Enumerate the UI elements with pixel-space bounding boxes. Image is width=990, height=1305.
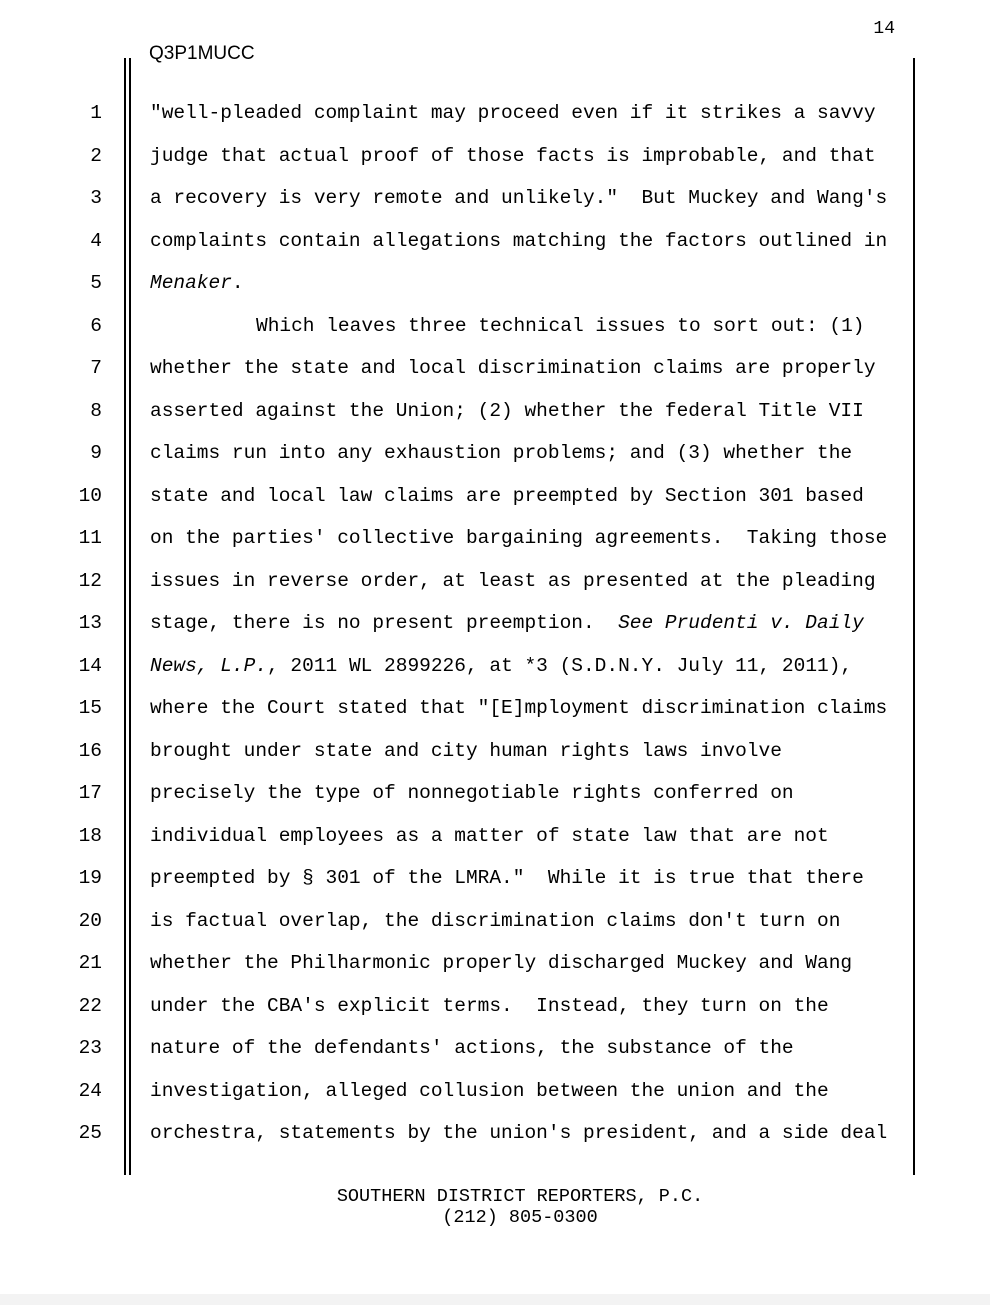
line-text: [150, 1112, 887, 1155]
line-text: [150, 645, 852, 688]
line-text: [150, 1027, 794, 1070]
line-number: 22: [78, 994, 102, 1017]
text-segment: , 2011 WL 2899226, at *3 (S.D.N.Y. July 11, 2011),: [267, 654, 853, 677]
line-text: [150, 857, 864, 900]
line-number: 17: [78, 782, 102, 804]
line-text: [150, 687, 887, 730]
line-text: [150, 262, 244, 305]
transcript-line: [0, 560, 990, 603]
line-text: [150, 92, 876, 135]
line-number: 10: [78, 484, 102, 507]
line-number: 15: [78, 697, 102, 719]
line-number: 5: [90, 272, 102, 294]
transcript-line: [0, 347, 990, 390]
transcript-line: [0, 985, 990, 1028]
line-number: 6: [90, 314, 102, 337]
line-text: [150, 942, 852, 985]
case-id: Q3P1MUCC: [149, 43, 255, 64]
line-number: 7: [90, 357, 102, 379]
line-text: [150, 347, 876, 390]
transcript-line: [0, 645, 990, 688]
line-number: 25: [78, 1122, 102, 1144]
line-number: 9: [90, 442, 102, 464]
line-text: [150, 177, 887, 220]
line-number: 18: [78, 824, 102, 847]
text-segment: nature of the defendants' actions, the substance of the: [150, 1037, 794, 1059]
line-text: [150, 772, 794, 815]
transcript-line: [0, 262, 990, 305]
line-number: 4: [90, 229, 102, 252]
page-number: 14: [873, 19, 895, 39]
line-text: [150, 730, 782, 773]
text-segment: .: [231, 272, 244, 294]
line-number: 2: [90, 144, 102, 167]
text-segment: state and local law claims are preempted by Section 301 based: [150, 484, 864, 507]
text-segment: whether the state and local discrimination claims are properly: [150, 357, 876, 379]
text-segment: stage, there is no present preemption.: [150, 612, 619, 634]
transcript-line: [0, 177, 990, 220]
text-segment: whether the Philharmonic properly discharged Muckey and Wang: [150, 952, 853, 974]
line-text: [150, 900, 840, 943]
text-segment: precisely the type of nonnegotiable rights conferred on: [150, 782, 794, 804]
text-segment: asserted against the Union; (2) whether the federal Title VII: [150, 399, 864, 422]
transcript-line: [0, 305, 990, 348]
transcript-line: [0, 815, 990, 858]
line-number: 8: [90, 399, 102, 422]
text-segment: Which leaves three technical issues to sort out: (1): [256, 314, 865, 337]
text-segment: claims run into any exhaustion problems; and (3) whether the: [150, 442, 853, 464]
line-number: 19: [78, 867, 102, 889]
line-text: [150, 390, 864, 433]
line-number: 13: [78, 612, 102, 634]
citation-text: News, L.P.: [150, 654, 268, 677]
line-text: [150, 1070, 829, 1113]
line-text: [150, 517, 887, 560]
text-segment: a recovery is very remote and unlikely." But Muckey and Wang's: [150, 187, 888, 209]
text-segment: orchestra, statements by the union's president, and a side deal: [150, 1122, 888, 1144]
text-segment: on the parties' collective bargaining agreements. Taking those: [150, 527, 888, 549]
line-text: [150, 432, 852, 475]
line-number: 21: [78, 952, 102, 974]
transcript-line: [0, 900, 990, 943]
line-text: [150, 560, 876, 603]
line-number: 12: [78, 569, 102, 592]
transcript-line: [0, 135, 990, 178]
text-segment: judge that actual proof of those facts is improbable, and that: [150, 144, 876, 167]
line-text: [150, 305, 865, 348]
citation-text: Menaker: [150, 272, 232, 294]
transcript-body: [0, 92, 990, 1155]
text-segment: preempted by § 301 of the LMRA." While it is true that there: [150, 867, 864, 889]
line-text: [150, 815, 829, 858]
reporter-phone: (212) 805-0300: [442, 1207, 598, 1228]
line-number: 3: [90, 187, 102, 209]
line-number: 11: [78, 527, 102, 549]
text-segment: issues in reverse order, at least as presented at the pleading: [150, 569, 876, 592]
text-segment: is factual overlap, the discrimination claims don't turn on: [150, 909, 841, 932]
text-segment: investigation, alleged collusion between the union and the: [150, 1079, 829, 1102]
transcript-line: [0, 942, 990, 985]
line-number: 16: [78, 739, 102, 762]
line-text: [150, 135, 876, 178]
transcript-line: [0, 92, 990, 135]
line-number: 1: [90, 102, 102, 124]
line-text: [150, 985, 829, 1028]
transcript-line: [0, 1027, 990, 1070]
transcript-line: [0, 687, 990, 730]
transcript-line: [0, 602, 990, 645]
transcript-line: [0, 517, 990, 560]
line-number: 14: [78, 654, 102, 677]
transcript-line: [0, 475, 990, 518]
text-segment: brought under state and city human rights laws involve: [150, 739, 782, 762]
transcript-line: [0, 772, 990, 815]
line-text: [150, 220, 887, 263]
text-segment: individual employees as a matter of state law that are not: [150, 824, 829, 847]
footer: [0, 1186, 990, 1228]
citation-text: See Prudenti v. Daily: [618, 612, 864, 634]
transcript-line: [0, 220, 990, 263]
text-segment: "well-pleaded complaint may proceed even if it strikes a savvy: [150, 102, 876, 124]
line-text: [150, 602, 864, 645]
transcript-line: [0, 857, 990, 900]
transcript-line: [0, 1112, 990, 1155]
transcript-line: [0, 1070, 990, 1113]
line-number: 23: [78, 1037, 102, 1059]
reporter-name: SOUTHERN DISTRICT REPORTERS, P.C.: [336, 1186, 704, 1207]
line-number: 24: [78, 1079, 102, 1102]
line-number: 20: [78, 909, 102, 932]
line-text: [150, 475, 864, 518]
transcript-line: [0, 730, 990, 773]
text-segment: where the Court stated that "[E]mployment discrimination claims: [150, 697, 888, 719]
transcript-line: [0, 390, 990, 433]
text-segment: under the CBA's explicit terms. Instead, they turn on the: [150, 994, 829, 1017]
text-segment: complaints contain allegations matching the factors outlined in: [150, 229, 888, 252]
transcript-line: [0, 432, 990, 475]
